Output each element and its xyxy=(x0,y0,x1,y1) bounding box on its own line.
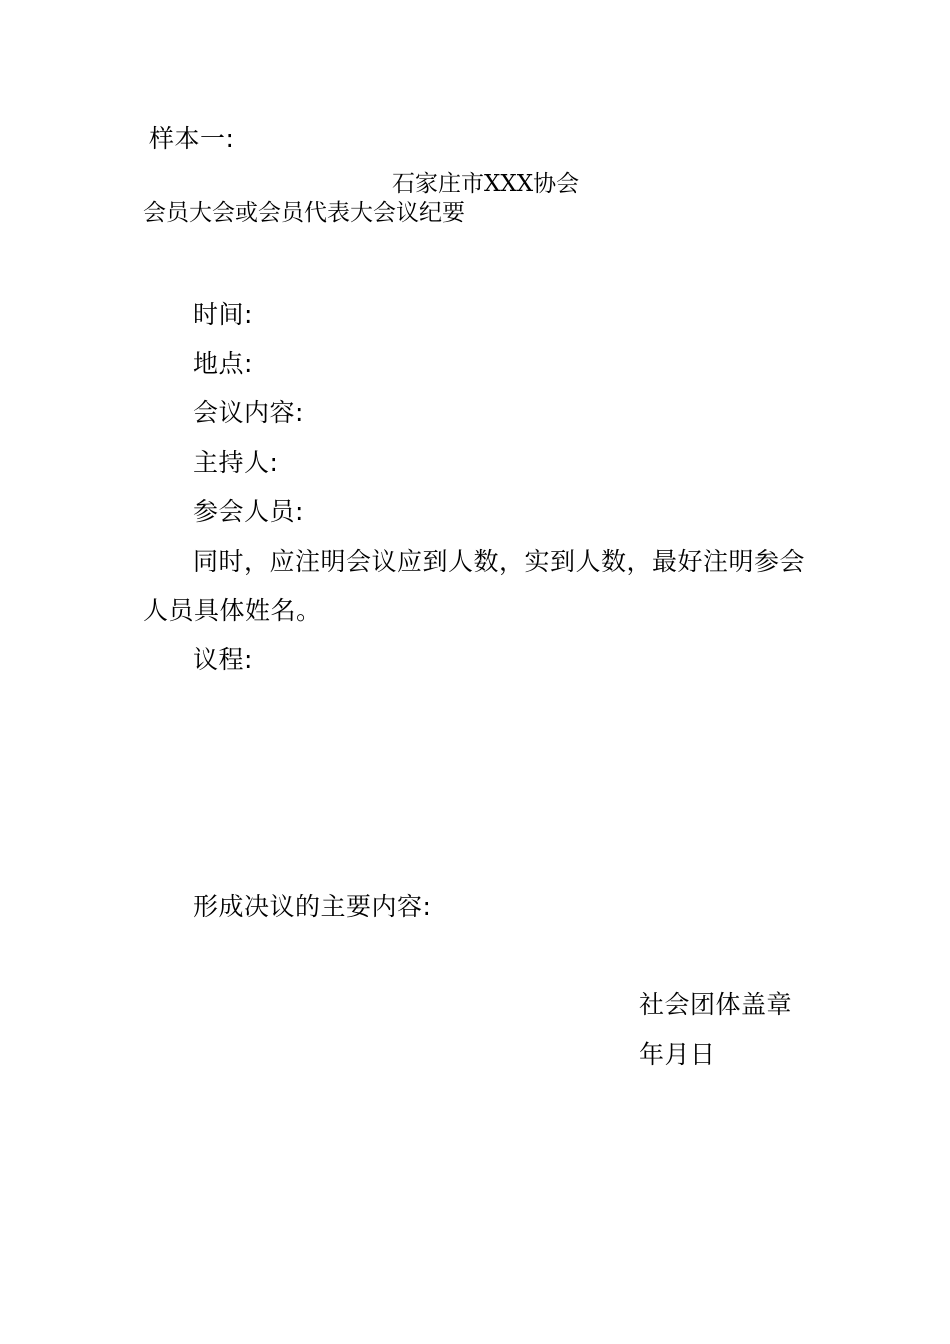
sample-label: 样本一: xyxy=(149,124,235,153)
document-title: 会员大会或会员代表大会议纪要 xyxy=(143,200,465,226)
time-field-label: 时间: xyxy=(193,300,253,329)
attendance-note-line-2: 人员具体姓名。 xyxy=(143,596,322,625)
agenda-field-label: 议程: xyxy=(193,645,253,674)
organization-name: 石家庄市XXX协会 xyxy=(392,171,580,197)
place-field-label: 地点: xyxy=(193,349,253,378)
date-label: 年月日 xyxy=(639,1040,716,1069)
host-field-label: 主持人: xyxy=(193,448,279,477)
resolution-field-label: 形成决议的主要内容: xyxy=(193,892,432,921)
attendance-note-line-1: 同时，应注明会议应到人数，实到人数，最好注明参会 xyxy=(193,547,806,576)
organization-seal-label: 社会团体盖章 xyxy=(639,990,793,1019)
meeting-content-field-label: 会议内容: xyxy=(193,398,304,427)
attendees-field-label: 参会人员: xyxy=(193,497,304,526)
